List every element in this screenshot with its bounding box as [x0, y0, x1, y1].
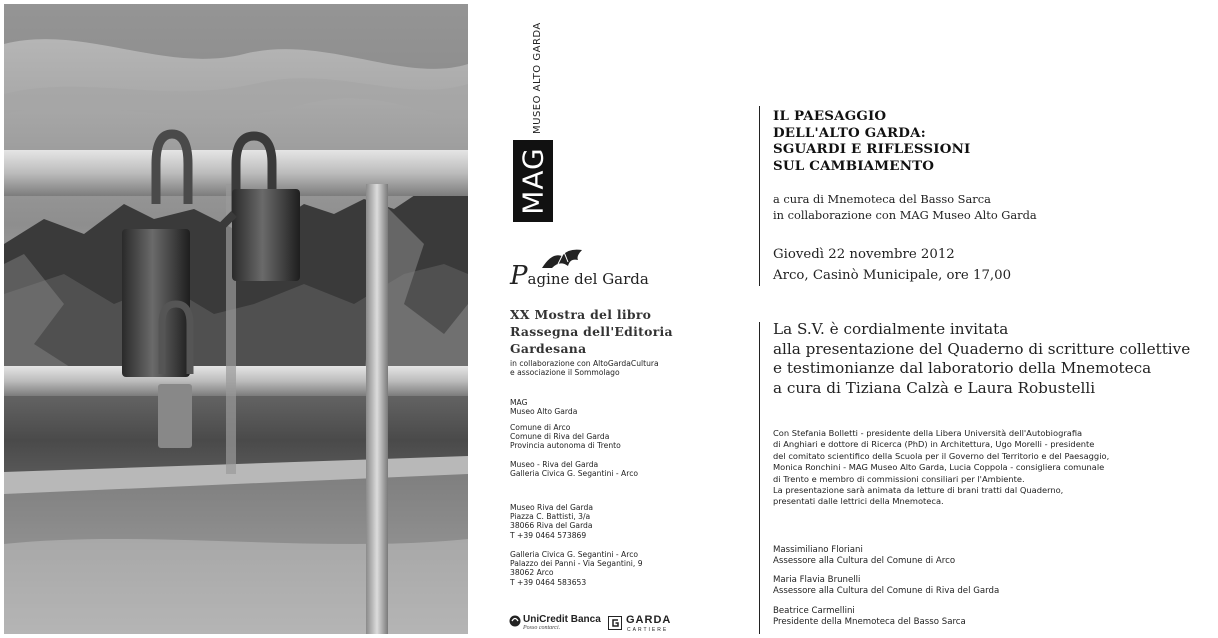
cartiere-garda-logo	[608, 612, 670, 634]
partner-block-2	[510, 423, 710, 451]
invitation-line: alla presentazione del Quaderno di scritture collettive	[773, 339, 1191, 358]
book-bird-icon	[538, 246, 586, 270]
unicredit-tagline: Posso contarci.	[523, 625, 561, 631]
collab-line-2: e associazione il Sommolago	[510, 368, 620, 378]
address-line: 38066 Riva del Garda	[510, 521, 593, 531]
divider-rule-top	[759, 106, 760, 286]
garda-name: GARDA	[626, 614, 672, 626]
unicredit-name: UniCredit Banca	[523, 614, 601, 625]
title-line: SUL CAMBIAMENTO	[773, 157, 935, 174]
body-line: Con Stefania Bolletti - presidente della Libera Università dell'Autobiografia	[773, 428, 1083, 438]
partner-line: Comune di Riva del Garda	[510, 432, 610, 442]
mostra-title	[510, 306, 673, 357]
cover-photo	[4, 4, 468, 634]
address-line: 38062 Arco	[510, 568, 554, 578]
signatory-3	[773, 606, 966, 628]
pagine-logo-initial: P	[510, 261, 528, 291]
invitation-line: a cura di Tiziana Calzà e Laura Robustelli	[773, 378, 1096, 397]
partner-line: Comune di Arco	[510, 423, 571, 432]
address-block-2	[510, 550, 710, 587]
signatory-role: Assessore alla Cultura del Comune di Arco	[773, 556, 956, 567]
event-place: Arco, Casinò Municipale, ore 17,00	[773, 268, 1012, 283]
signatory-1	[773, 545, 955, 567]
event-details	[773, 244, 1011, 286]
partner-line: Galleria Civica G. Segantini - Arco	[510, 469, 639, 479]
unicredit-logo	[509, 612, 599, 634]
address-line: Galleria Civica G. Segantini - Arco	[510, 550, 639, 559]
address-line: Museo Riva del Garda	[510, 503, 594, 512]
address-line: Palazzo dei Panni - Via Segantini, 9	[510, 559, 643, 569]
curated-line-2: in collaborazione con MAG Museo Alto Garda	[773, 208, 1037, 222]
mag-logo	[513, 140, 553, 222]
address-line: Piazza C. Battisti, 3/a	[510, 512, 591, 522]
event-date: Giovedì 22 novembre 2012	[773, 247, 955, 262]
body-line: di Anghiari e dottore di Ricerca (PhD) in Architettura, Ugo Morelli - presidente	[773, 439, 1095, 450]
title-line: IL PAESAGGIO	[773, 108, 887, 124]
speakers-paragraph	[773, 428, 1213, 508]
pagine-del-garda-logo	[510, 246, 649, 296]
title-line: SGUARDI E RIFLESSIONI	[773, 141, 971, 157]
partner-line: MAG	[510, 398, 528, 407]
signatory-name: Beatrice Carmellini	[773, 606, 855, 616]
signatory-role: Assessore alla Cultura del Comune di Riva del Garda	[773, 586, 1000, 597]
padlocks-on-railing-image	[4, 4, 468, 634]
museum-vertical-label: MUSEO ALTO GARDA	[532, 22, 543, 134]
invitation-line: e testimonianze dal laboratorio della Mnemoteca	[773, 359, 1152, 377]
garda-sub: CARTIERE	[627, 627, 669, 633]
curated-line-1: a cura di Mnemoteca del Basso Sarca	[773, 192, 991, 206]
body-line: La presentazione sarà animata da letture di brani tratti dal Quaderno,	[773, 485, 1064, 496]
mag-logo-text: MAG	[516, 147, 550, 215]
partner-line: Provincia autonoma di Trento	[510, 441, 621, 451]
partner-line: Museo - Riva del Garda	[510, 460, 599, 469]
divider-rule-bottom	[759, 322, 760, 634]
mostra-line-2: Rassegna dell'Editoria	[510, 324, 673, 339]
partner-line: Museo Alto Garda	[510, 407, 578, 417]
body-line: Monica Ronchini - MAG Museo Alto Garda, Lucia Coppola - consigliera comunale	[773, 462, 1105, 473]
body-line: del comitato scientifico della Scuola per il Governo del Territorio e del Paesaggio,	[773, 450, 1110, 461]
collaboration-note	[510, 359, 710, 377]
unicredit-icon	[509, 615, 521, 627]
invitation-line: La S.V. è cordialmente invitata	[773, 320, 1009, 338]
address-line: T +39 0464 573869	[510, 530, 587, 540]
partner-block-1	[510, 398, 710, 416]
address-line: T +39 0464 583653	[510, 577, 587, 587]
signatory-role: Presidente della Mnemoteca del Basso Sarca	[773, 617, 966, 628]
title-line: DELL'ALTO GARDA:	[773, 124, 926, 141]
signatory-name: Maria Flavia Brunelli	[773, 575, 861, 585]
partner-block-3	[510, 460, 710, 478]
mostra-line-3: Gardesana	[510, 341, 587, 356]
signatory-name: Massimiliano Floriani	[773, 545, 863, 555]
garda-mark-icon	[608, 616, 622, 630]
invitation-text	[773, 320, 1190, 398]
body-line: presentati dalle lettrici della Mnemoteca.	[773, 496, 944, 507]
event-title	[773, 108, 971, 174]
pagine-logo-text: agine del Garda	[527, 270, 649, 288]
collab-line-1: in collaborazione con AltoGardaCultura	[510, 359, 659, 368]
mostra-line-1: XX Mostra del libro	[510, 307, 652, 322]
address-block-1	[510, 503, 710, 540]
body-line: di Trento e membro di commissioni consiliari per l'Ambiente.	[773, 473, 1025, 484]
curated-by	[773, 191, 1037, 223]
signatory-2	[773, 575, 999, 597]
